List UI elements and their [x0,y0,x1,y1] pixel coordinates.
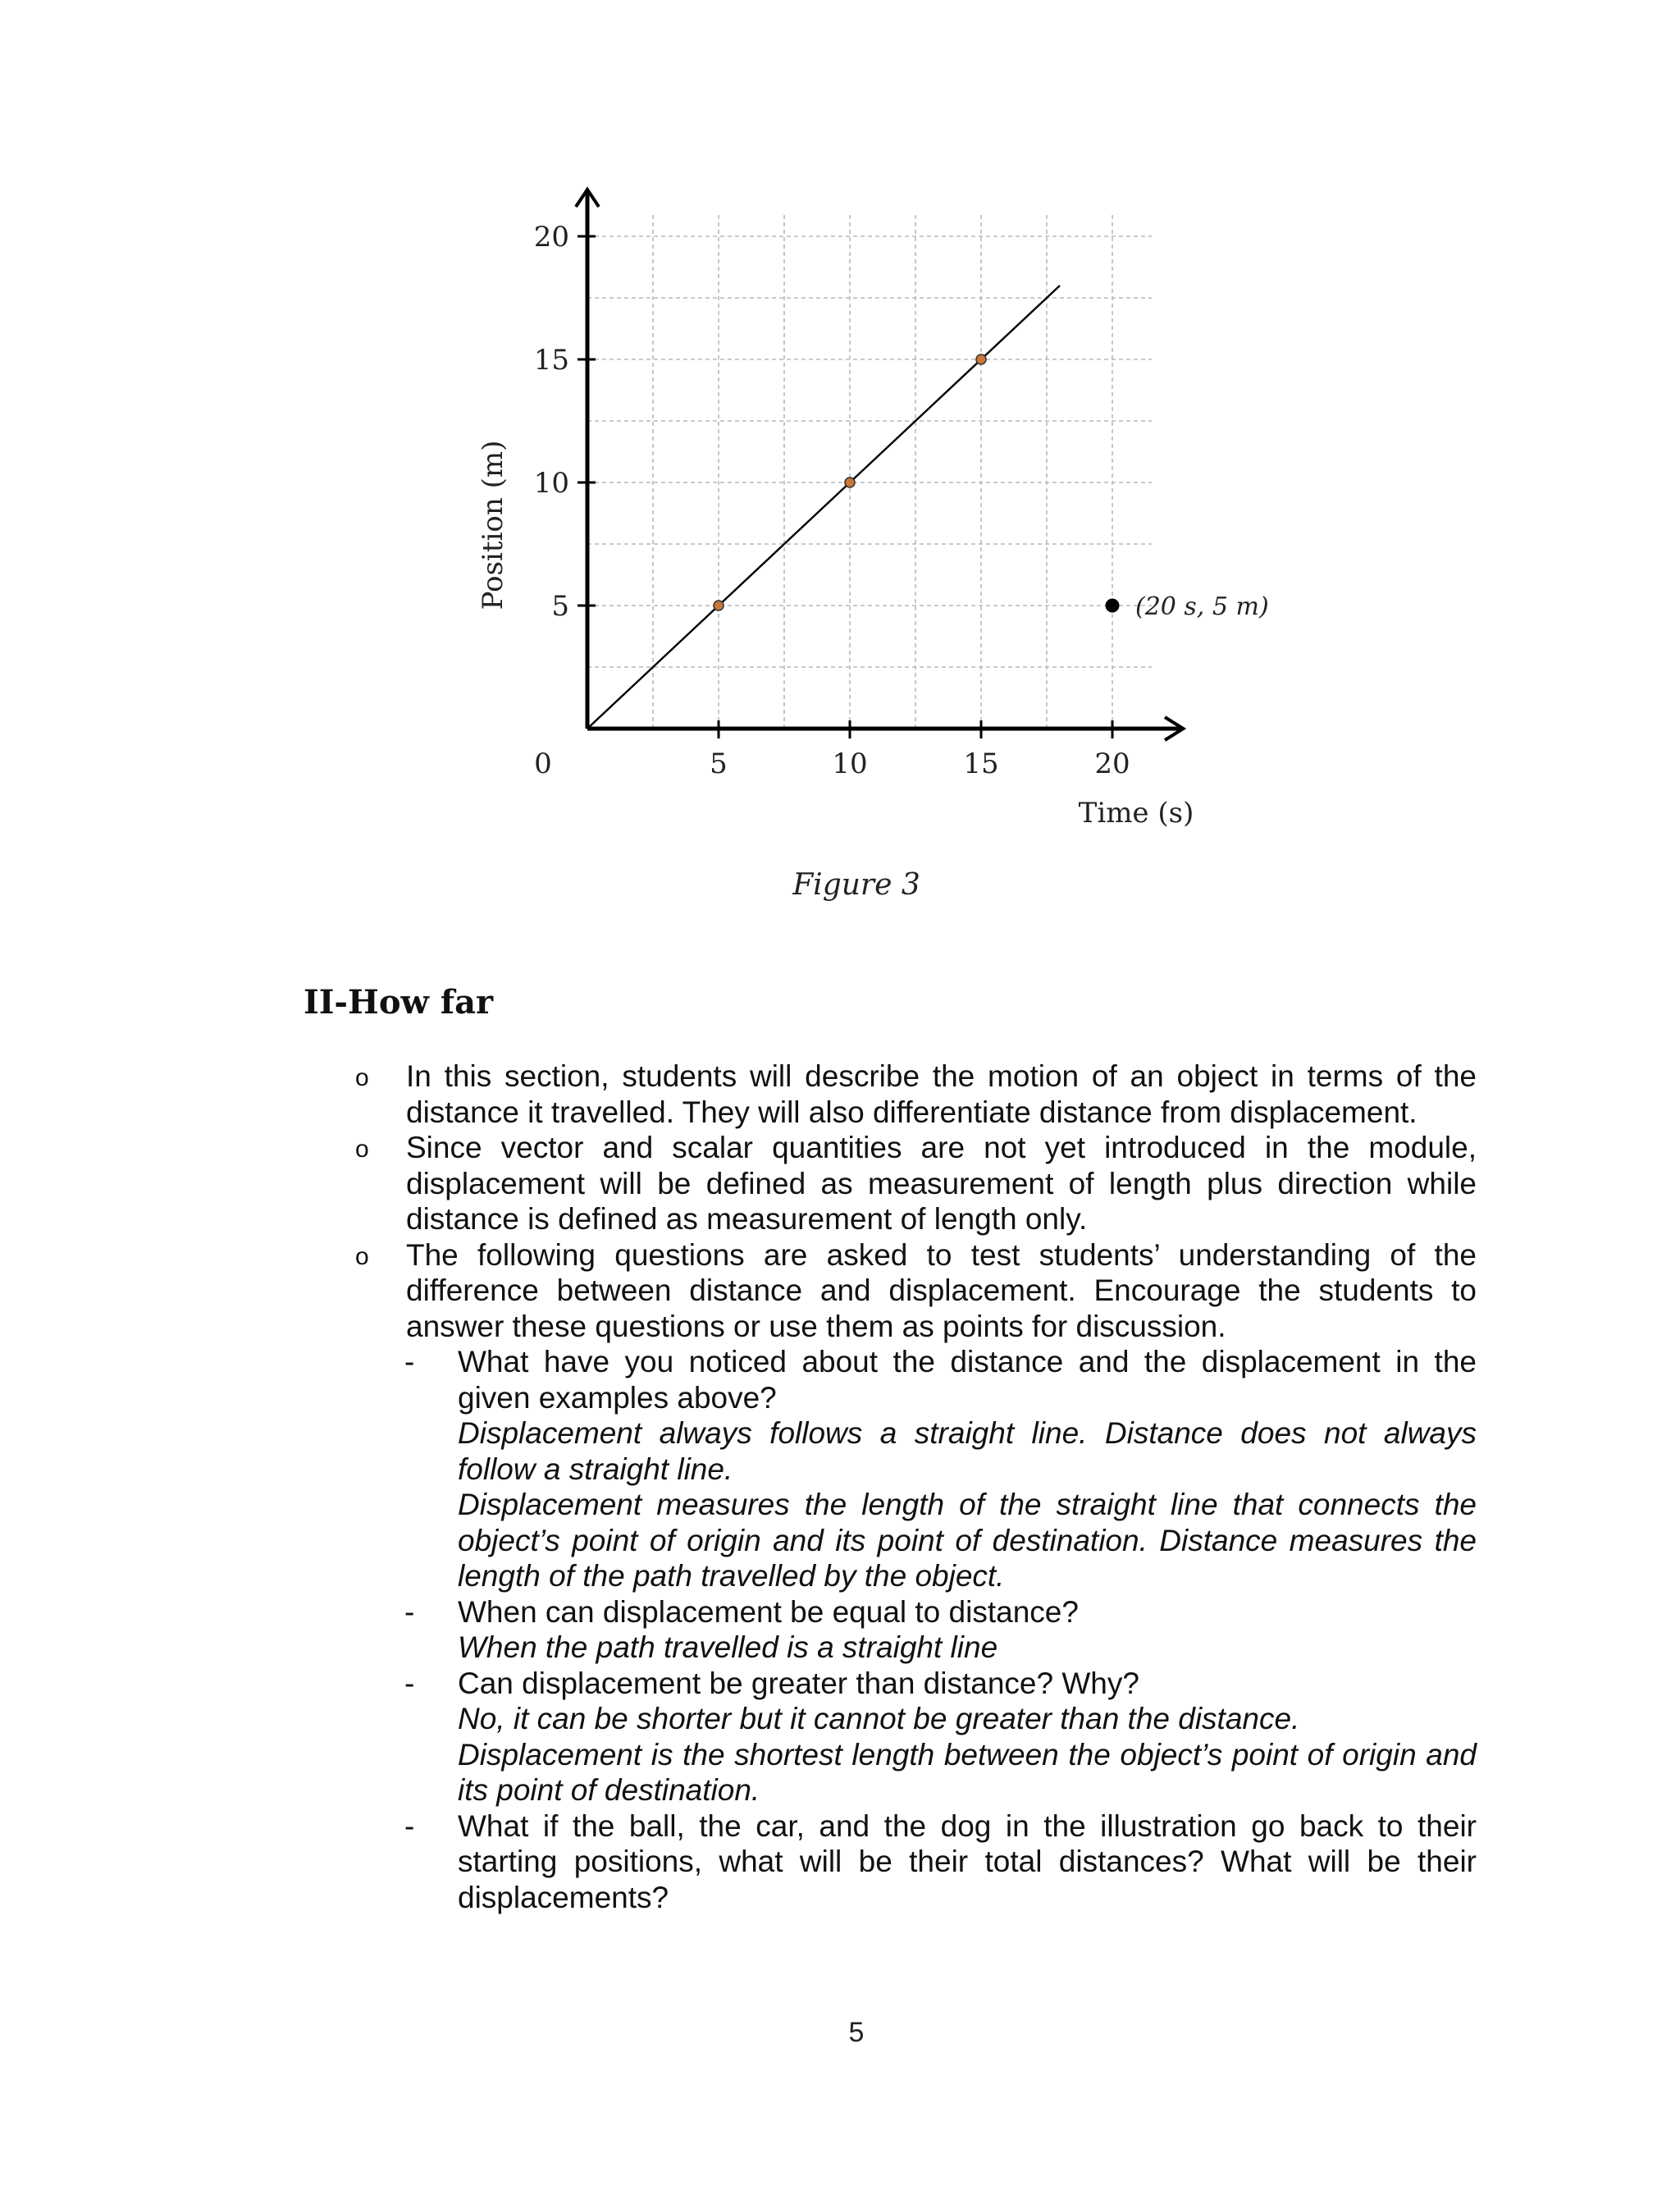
bullet-item [353,1130,1477,1237]
y-axis-label: Position (m) [477,440,509,610]
answer-text: Displacement is the shortest length between the object’s point of origin and its point of destination. [458,1737,1477,1807]
chart-grid [587,214,1152,729]
y-tick-label: 15 [533,344,569,377]
answer-text: Displacement always follows a straight line. Distance does not always follow a straight line. [458,1416,1477,1486]
x-tick-label: 20 [1094,748,1130,780]
data-point [845,478,855,487]
bullet-text: In this section, students will describe the motion of an object in terms of the distance it travelled. They will also differentiate distance from displacement. [406,1059,1477,1129]
y-tick-label: 20 [533,221,569,254]
figure-caption: Figure 3 [792,868,920,902]
bullet-text: Since vector and scalar quantities are not yet introduced in the module, displacement will be defined as measurement of length plus direction while distance is defined as measurement of length only. [406,1131,1477,1236]
x-tick-label: 10 [832,748,868,780]
question-item [353,1594,1477,1630]
answer-text: No, it can be shorter but it cannot be greater than the distance. [458,1702,1300,1735]
x-tick-label: 15 [963,748,999,780]
question-item [353,1666,1477,1702]
question-text: When can displacement be equal to distance? [458,1594,1079,1629]
y-tick-label: 5 [551,590,569,623]
data-line [587,286,1060,729]
chart-axes [576,190,1183,740]
chart-marks [587,286,1120,729]
annotation-label: (20 s, 5 m) [1135,592,1269,621]
dash-marker: - [404,1666,415,1700]
answer-text: Displacement measures the length of the straight line that connects the object’s point of origin and its point of destination. Distance measures the length of the path travelled by the object. [458,1488,1477,1593]
bullet-item [353,1237,1477,1345]
bullet-text: The following questions are asked to test students’ understanding of the difference between distance and displacement. Encourage the students to answer these questions or use them as points for discussion. [406,1237,1477,1343]
data-point [714,601,724,610]
bullet-item [353,1058,1477,1130]
page-number: 5 [848,2017,865,2048]
annotated-point [1106,599,1120,613]
section-content [353,1058,1477,1915]
bullet-marker: o [355,1064,369,1091]
x-tick-label: 5 [710,748,728,780]
position-time-chart [443,189,1345,944]
dash-marker: - [404,1345,415,1378]
question-text: What if the ball, the car, and the dog in the illustration go back to their starting positions, what will be their total distances? What will be their displacements? [458,1808,1477,1914]
question-text: What have you noticed about the distance and the displacement in the given examples above? [458,1345,1477,1415]
bullet-marker: o [355,1136,369,1163]
answer-text: When the path travelled is a straight line [458,1630,998,1664]
question-text: Can displacement be greater than distance? Why? [458,1666,1139,1700]
y-tick-label: 10 [533,467,569,500]
data-point [976,354,986,364]
question-item [353,1808,1477,1916]
x-tick-label: 0 [534,748,552,780]
dash-marker: - [404,1808,415,1843]
section-heading: II-How far [304,983,494,1022]
bullet-marker: o [355,1242,369,1270]
x-axis-label: Time (s) [1078,797,1194,830]
dash-marker: - [404,1594,415,1629]
question-item [353,1344,1477,1415]
